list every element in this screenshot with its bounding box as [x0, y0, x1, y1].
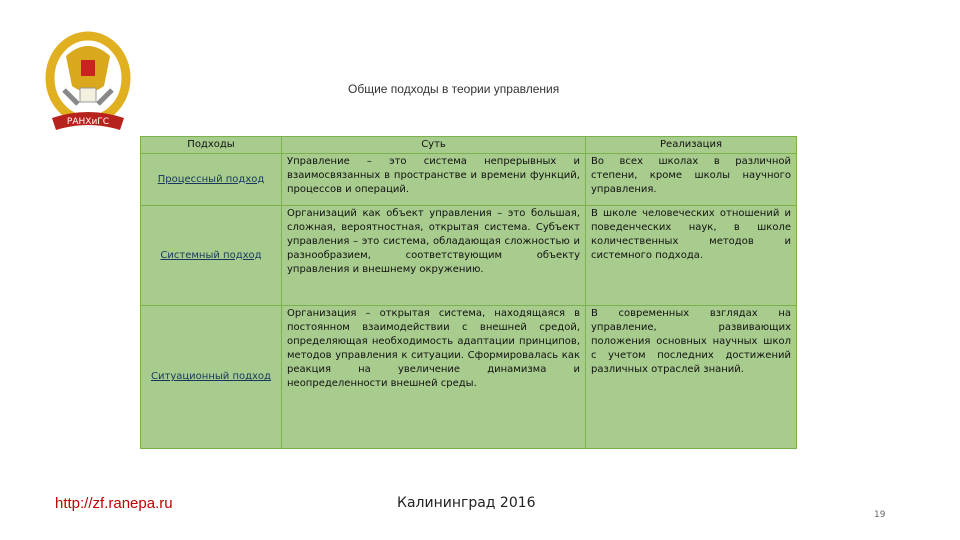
table-row [141, 154, 797, 206]
approaches-table [140, 136, 797, 449]
page-number: 19 [874, 510, 886, 520]
approach-link[interactable]: Системный подход [160, 249, 262, 261]
slide-title: Общие подходы в теории управления [348, 82, 560, 96]
essence-cell: Организация – открытая система, находящаяся в постоянном взаимодействии с внешней средой, определяющая необходимость адаптации принципов, методов управления к ситуации. Сформировалась как реакция на увеличение динамизма и неопределенности внешней среды. [282, 306, 586, 449]
table-header-row [141, 137, 797, 154]
essence-cell: Организаций как объект управления – это большая, сложная, вероятностная, открытая система. Субъект управления – это система, обладающая сложностью и разнообразием, соответствующим объекту управления и внешнему окружению. [282, 206, 586, 306]
header-implementation: Реализация [586, 137, 797, 154]
approach-link[interactable]: Процессный подход [157, 173, 265, 185]
svg-text:РАНХиГС: РАНХиГС [66, 117, 110, 127]
essence-cell: Управление – это система непрерывных и взаимосвязанных в пространстве и времени функций, процессов и операций. [282, 154, 586, 206]
approach-link[interactable]: Ситуационный подход [151, 371, 271, 382]
header-approaches: Подходы [141, 137, 282, 154]
header-essence: Суть [282, 137, 586, 154]
implementation-cell: Во всех школах в различной степени, кроме школы научного управления. [586, 154, 797, 206]
implementation-cell: В школе человеческих отношений и поведенческих наук, в школе количественных методов и системного подхода. [586, 206, 797, 306]
table-row [141, 206, 797, 306]
table-row [141, 306, 797, 449]
footer-city-year: Калининград 2016 [397, 495, 536, 511]
footer-url-link[interactable]: http://zf.ranepa.ru [55, 495, 173, 512]
implementation-cell: В современных взглядах на управление, развивающих положения основных научных школ с учетом последних достижений различных отраслей знаний. [586, 306, 797, 449]
ranepa-emblem-logo [44, 26, 132, 136]
